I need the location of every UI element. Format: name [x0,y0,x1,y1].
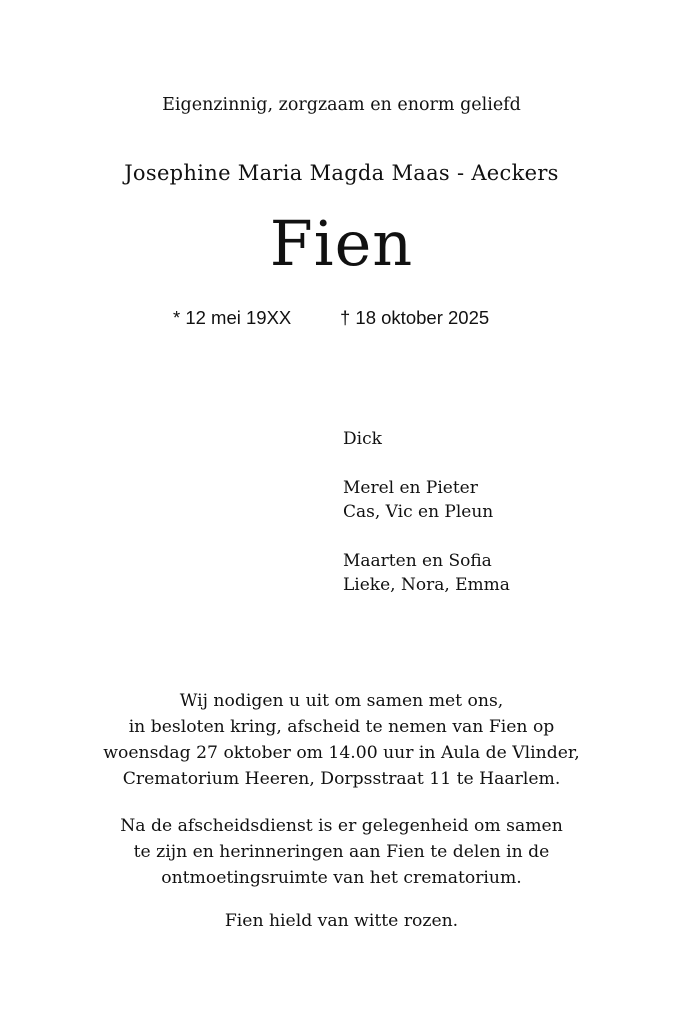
family-line: Merel en Pieter [343,477,478,498]
family-group [343,427,510,452]
invitation-text [0,688,683,792]
family-line: Cas, Vic en Pleun [343,502,494,522]
family-line: Dick [343,429,382,449]
invitation-line: in besloten kring, afscheid te nemen van Fien op [128,717,555,737]
invitation-line: woensdag 27 oktober om 14.00 uur in Aula de Vlinder, [103,743,580,763]
closing-line: Fien hield van witte rozen. [224,911,459,931]
after-service-line: te zijn en herinneringen aan Fien te delen in de [133,842,550,862]
after-service-line: Na de afscheidsdienst is er gelegenheid om samen [120,816,563,836]
after-service-text [0,813,683,891]
invitation-line: Wij nodigen u uit om samen met ons, [179,691,504,711]
death-date: † 18 oktober 2025 [340,307,490,328]
family-line: Lieke, Nora, Emma [343,575,510,595]
family-group [343,476,510,525]
family-group [343,549,510,598]
family-line: Maarten en Sofia [343,550,492,571]
birth-date: * 12 mei 19XX [173,307,292,328]
after-service-line: ontmoetingsruimte van het crematorium. [161,868,522,888]
family-list [343,427,510,622]
motto: Eigenzinnig, zorgzaam en enorm geliefd [162,95,521,115]
full-name: Josephine Maria Magda Maas - Aeckers [124,161,559,185]
invitation-line: Crematorium Heeren, Dorpsstraat 11 te Haarlem. [122,769,561,789]
call-name: Fien [269,207,414,280]
